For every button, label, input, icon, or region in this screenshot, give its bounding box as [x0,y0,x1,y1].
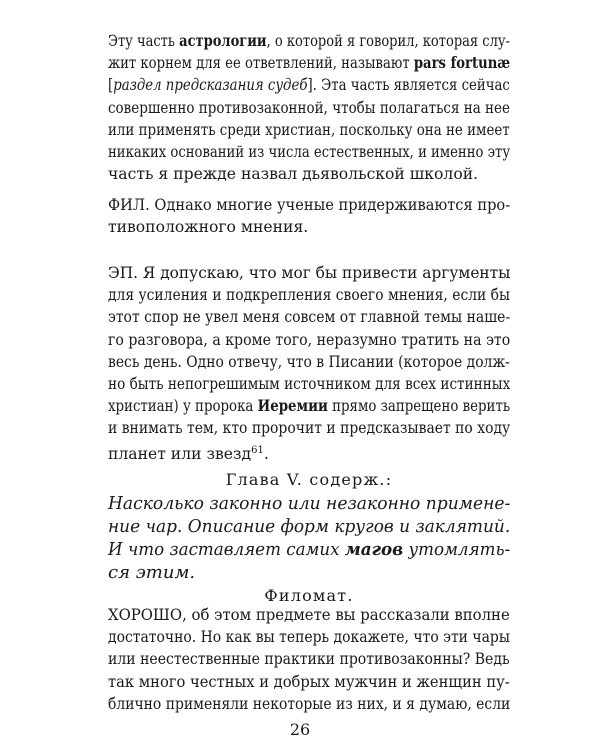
term-pars-fortunae: pars fortunæ [413,53,511,73]
text-line: христиан) у пророка Иеремии прямо запрещено верить [108,396,511,416]
paragraph-philomathes [108,604,510,715]
page-number: 26 [289,720,311,739]
text-line: ФИЛ. Однако многие ученые придерживаются про- [108,196,511,214]
text-line: часть я прежде назвал дьявольской школой. [108,165,479,184]
text-line: го разговора, а кроме того, неразумно тратить на это [108,330,511,349]
chapter-heading: Глава V. содерж.: [225,470,393,489]
term-astrology: астрологии [179,31,267,50]
text-line: планет или звезд$^{61}$. [108,444,269,463]
text-line: ЭП. Я допускаю, что мог бы привести аргументы [108,264,511,282]
text-line: так много честных и добрых мужчин и женщин пу- [108,671,510,691]
text-line: Эту часть астрологии, о которой я говорил, которая слу- [108,31,510,50]
text-line: весь день. Одно отвечу, что в Писании (которое долж- [108,352,510,371]
paragraph-ep-answer [108,262,510,465]
text-line: блично применяли некоторые из них, и я думаю, если [108,693,511,713]
text-line: никаких оснований из числа естественных, и именно эту [108,143,511,162]
text-line: И что заставляет самих магов утомлять- [108,539,511,560]
text-line: ся этим. [108,562,196,583]
text-line: и внимать тем, кто пророчит и предсказывает по ходу [108,419,511,438]
text-line: ХОРОШО, об этом предмете вы рассказали вполне [108,605,510,624]
text-line: тивоположного мнения. [108,218,309,237]
footnote-ref: 61 [251,444,264,456]
text-line: Насколько законно или незаконно примене- [108,493,511,514]
text-line: совершенно противозаконной, чтобы полагаться на нее [108,98,511,117]
paragraph-astrology [108,30,510,185]
text-line: для усиления и подкрепления своего мнения, если бы [108,286,511,305]
translation-gloss: раздел предсказания судеб [113,76,308,95]
speaker-heading: Филомат. [264,586,354,605]
text-line: достаточно. Но как вы теперь докажете, что эти чары [108,627,510,647]
text-line: или применять среди христиан, поскольку она не имеет [108,120,510,139]
text-line: жит корнем для ее ответвлений, называют pars fortunæ [108,53,511,73]
chapter-summary [108,492,510,584]
text-line: или неестественные практики противозаконны? Ведь [108,649,510,669]
term-jeremiah: Иеремии [257,396,328,416]
term-magi: магов [344,539,404,560]
text-line: [раздел предсказания судеб]. Эта часть является сейчас [108,76,510,95]
text-line: ние чар. Описание форм кругов и заклятий. [108,516,511,537]
text-line: этот спор не увел меня совсем от главной темы наше- [108,308,511,327]
text-line: но быть непогрешимым источником для всех истинных [108,375,511,394]
paragraph-phil-reply [108,194,510,238]
